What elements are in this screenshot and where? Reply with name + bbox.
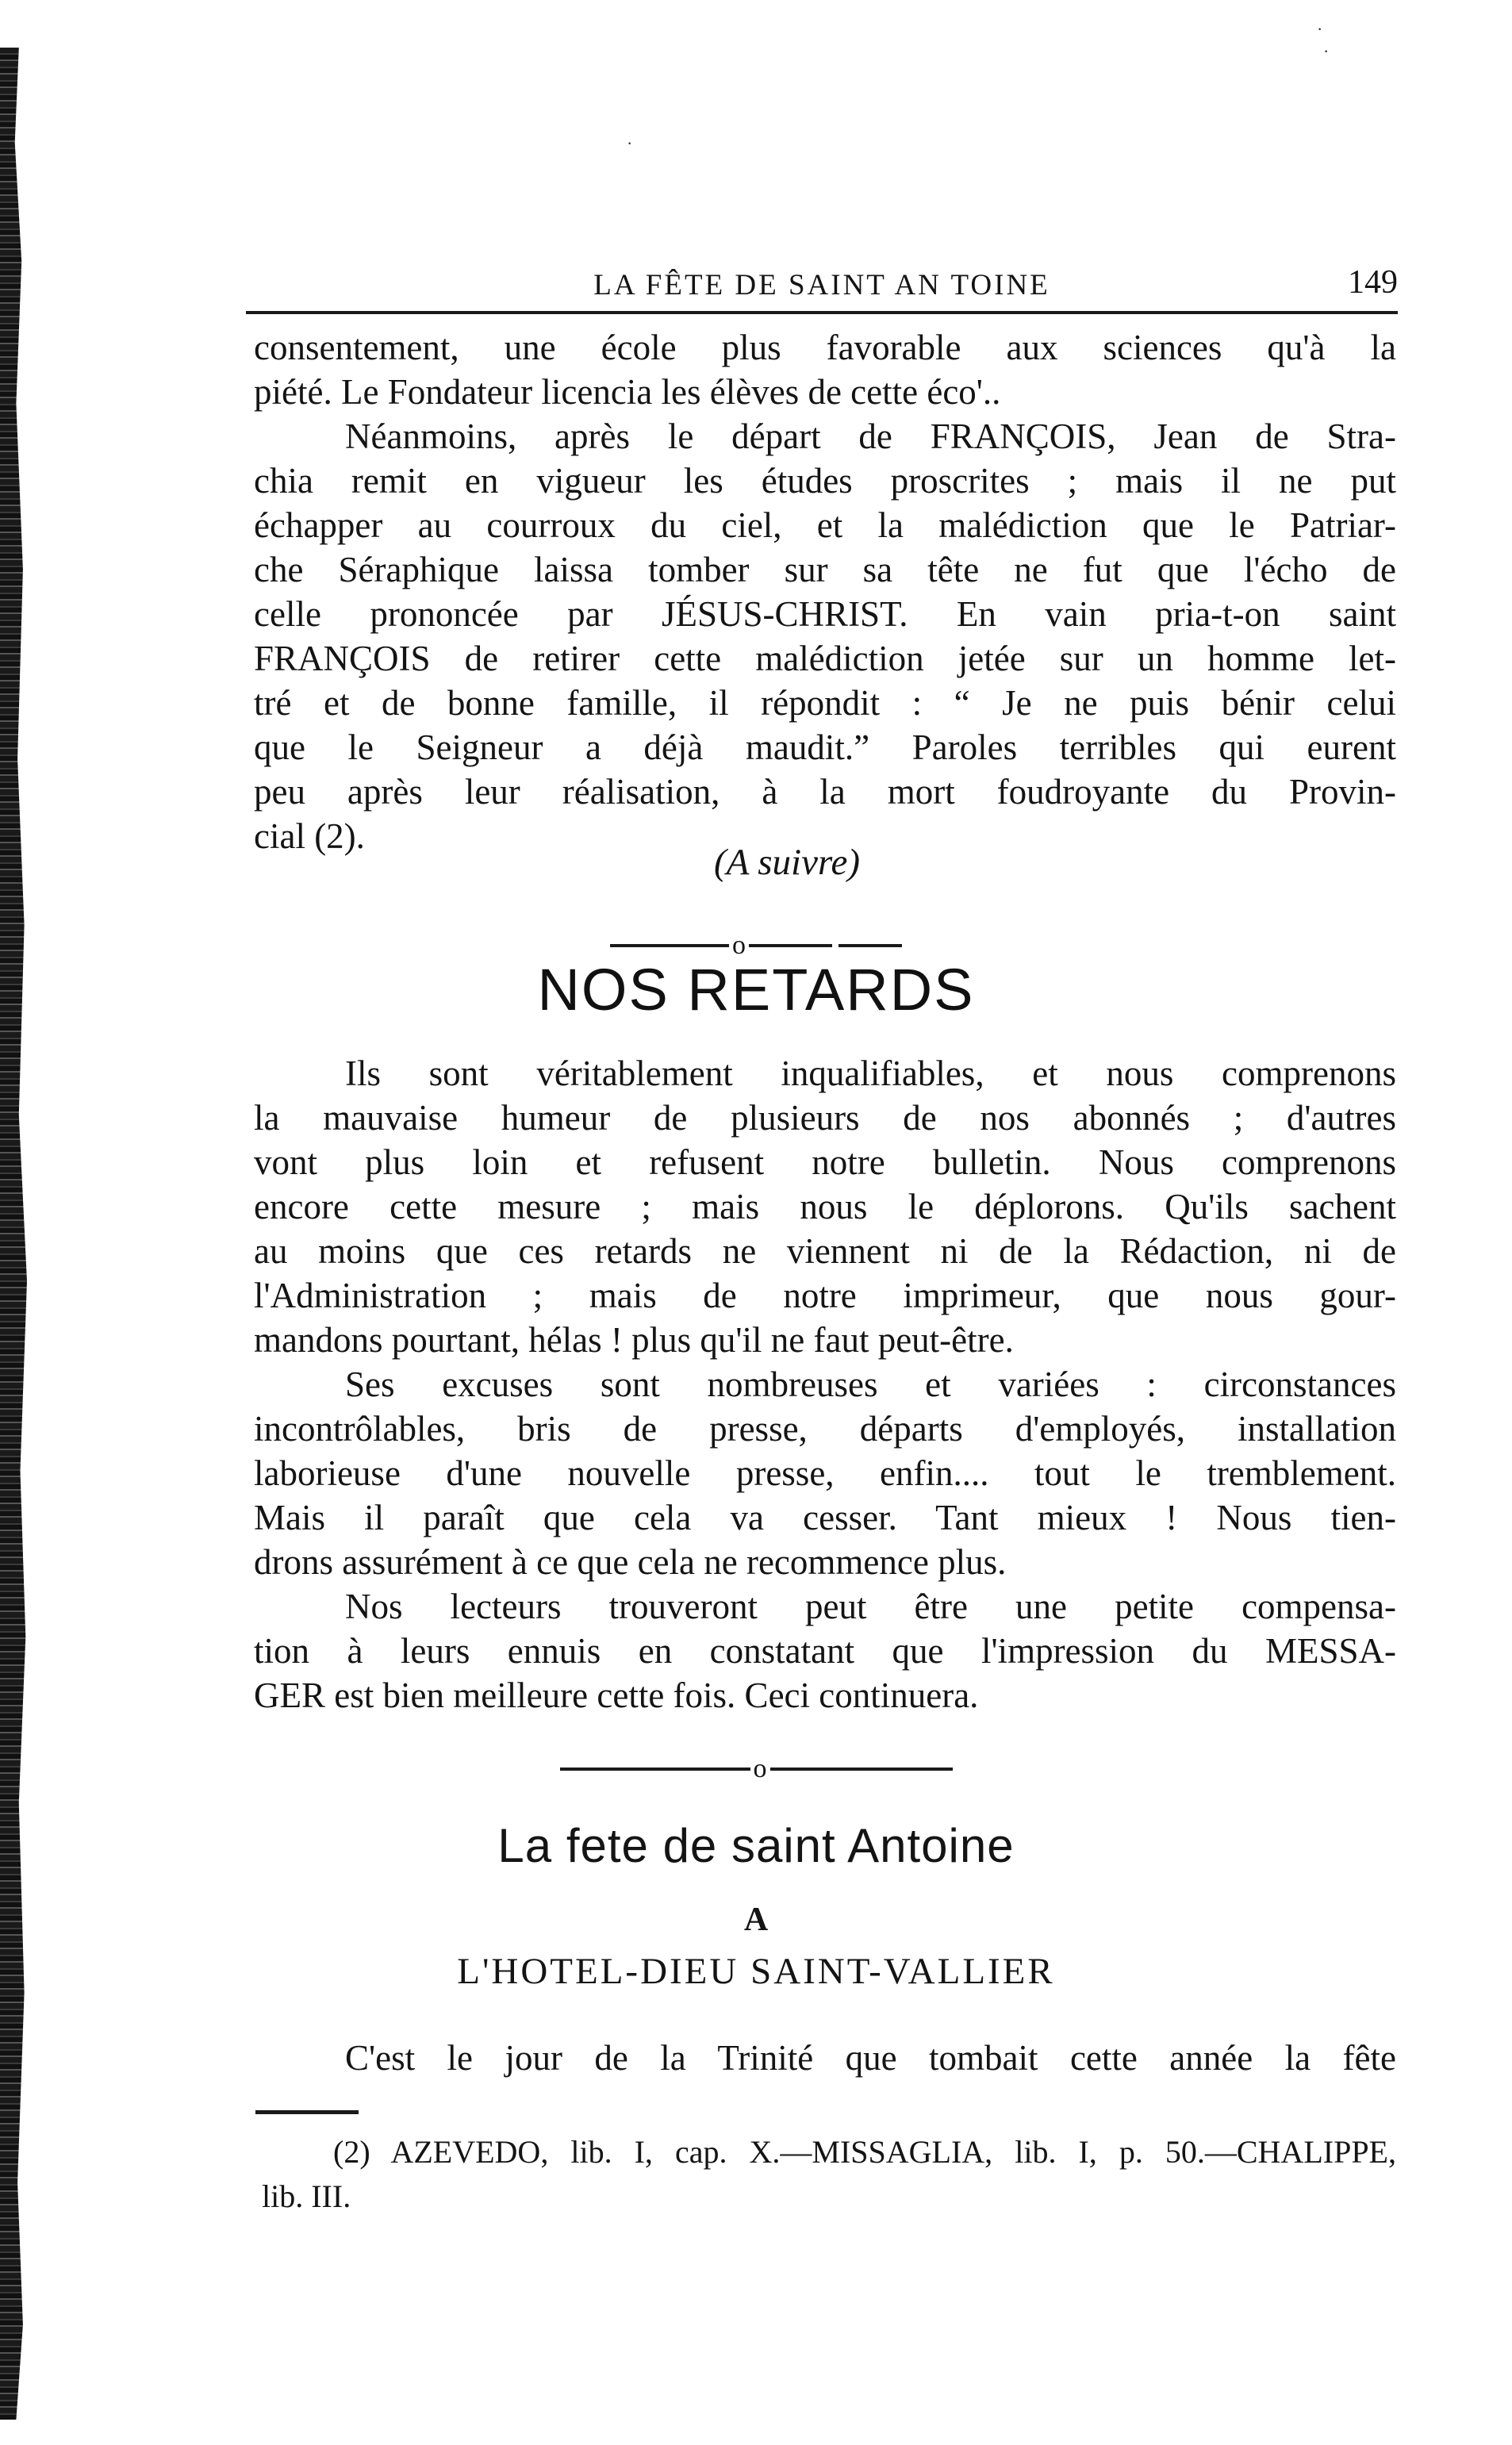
text-line: encore cette mesure ; mais nous le déplorons. Qu'ils sachent (254, 1187, 1396, 1226)
section-ornament (0, 1752, 1512, 1784)
ornament-dash (770, 1768, 953, 1771)
footnote-line: lib. III. (262, 2178, 351, 2214)
page-binding-edge (0, 48, 27, 2420)
text-line: peu après leur réalisation, à la mort foudroyante du Provin- (254, 772, 1396, 812)
text-line: Ils sont véritablement inqualifiables, et nous comprenons (345, 1054, 1396, 1093)
text-line: GER est bien meilleure cette fois. Ceci continuera. (254, 1675, 979, 1715)
text-line: consentement, une école plus favorable aux sciences qu'à la (254, 328, 1396, 367)
text-line: incontrôlables, bris de presse, départs d'employés, installation (254, 1409, 1396, 1449)
text-line: piété. Le Fondateur licencia les élèves de cette éco'.. (254, 372, 1001, 412)
text-line: FRANÇOIS de retirer cette malédiction jetée sur un homme let- (254, 639, 1396, 678)
footnote-rule (255, 2110, 359, 2114)
text-line: Ses excuses sont nombreuses et variées : circonstances (345, 1365, 1396, 1404)
text-line: Néanmoins, après le départ de FRANÇOIS, Jean de Stra- (345, 416, 1396, 456)
ornament-o: o (753, 1753, 767, 1783)
fete-antoine-paragraph (254, 2036, 1396, 2080)
running-head-title: LA FÊTE DE SAINT AN TOINE (593, 269, 1050, 301)
text-line: l'Administration ; mais de notre imprimeur, que nous gour- (254, 1276, 1396, 1315)
text-line: tion à leurs ennuis en constatant que l'impression du MESSA- (254, 1631, 1396, 1671)
text-line: mandons pourtant, hélas ! plus qu'il ne faut peut-être. (254, 1320, 1014, 1360)
text-line: celle prononcée par JÉSUS-CHRIST. En vain pria-t-on saint (254, 594, 1396, 634)
continuation-paragraph (254, 325, 1396, 858)
ornament-dash (749, 944, 832, 947)
section-heading-nos-retards: NOS RETARDS (537, 957, 975, 1023)
text-line: Mais il paraît que cela va cesser. Tant mieux ! Nous tien- (254, 1498, 1396, 1537)
text-line: vont plus loin et refusent notre bulletin. Nous comprenons (254, 1142, 1396, 1182)
subheading-a: A (743, 1902, 769, 1938)
nos-retards-paragraph (254, 1051, 1396, 1718)
section-heading-fete-antoine: La fete de saint Antoine (497, 1819, 1015, 1872)
a-suivre-note: (A suivre) (714, 842, 861, 883)
subheading-hotel-dieu: L'HOTEL-DIEU SAINT-VALLIER (457, 1951, 1055, 1992)
text-line: drons assurément à ce que cela ne recommence plus. (254, 1542, 1007, 1582)
scan-speck: · (1323, 41, 1330, 61)
header-rule (246, 311, 1398, 314)
text-line: cial (2). (254, 816, 365, 856)
page-number: 149 (1348, 264, 1398, 301)
ornament-dash (839, 944, 902, 947)
text-line: C'est le jour de la Trinité que tombait cette année la fête (345, 2038, 1396, 2078)
text-line: che Séraphique laissa tomber sur sa tête ne fut que l'écho de (254, 550, 1396, 589)
ornament-dash (610, 944, 729, 947)
text-line: laborieuse d'une nouvelle presse, enfin.... tout le tremblement. (254, 1453, 1396, 1493)
text-line: au moins que ces retards ne viennent ni de la Rédaction, ni de (254, 1231, 1396, 1271)
running-head (246, 262, 1398, 306)
text-line: la mauvaise humeur de plusieurs de nos abonnés ; d'autres (254, 1098, 1396, 1138)
text-line: tré et de bonne famille, il répondit : “ Je ne puis bénir celui (254, 683, 1396, 723)
ornament-o: o (732, 930, 746, 960)
text-line: échapper au courroux du ciel, et la malédiction que le Patriar- (254, 505, 1396, 545)
ornament-dash (560, 1768, 750, 1771)
scan-speck: · (1317, 19, 1323, 39)
text-line: chia remit en vigueur les études proscrites ; mais il ne put (254, 461, 1396, 501)
scan-speck: · (627, 133, 633, 153)
footnote (262, 2130, 1396, 2219)
text-line: Nos lecteurs trouveront peut être une petite compensa- (345, 1587, 1396, 1626)
footnote-line: (2) AZEVEDO, lib. I, cap. X.—MISSAGLIA, lib. I, p. 50.—CHALIPPE, (333, 2134, 1396, 2170)
text-line: que le Seigneur a déjà maudit.” Paroles terribles qui eurent (254, 727, 1396, 767)
